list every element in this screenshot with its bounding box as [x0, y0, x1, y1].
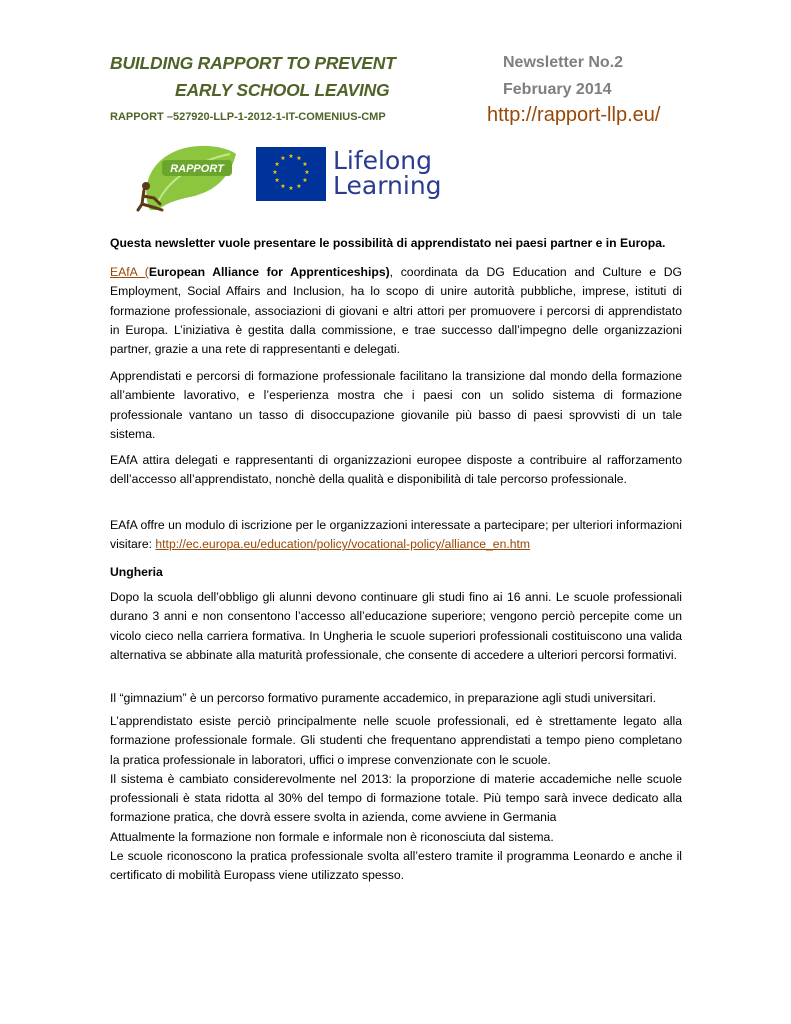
ungheria-paragraph-1: Dopo la scuola dell’obbligo gli alunni devono continuare gli studi fino ai 16 anni. Le scuole professionali durano 3 anni e non consentono l’accesso all’educazione superiore; vengono perciò percepite come un vicolo cieco nella carriera formativa. In Ungheria le scuole superiori professionali costituiscono una valida alternativa se abbinate alla maturità professionale, che consente di accedere a ulteriori percorsi formativi.: [110, 590, 682, 662]
leonardo-europass-text: Le scuole riconoscono la pratica professionale svolta all’estero tramite il programma Leonardo e anche il certificato di mobilità Europass viene utilizzato spesso.: [110, 849, 682, 883]
project-url-link[interactable]: http://rapport-llp.eu/: [487, 104, 661, 126]
eu-star: ★: [304, 169, 310, 176]
newsletter-number: Newsletter No.2: [503, 54, 624, 71]
newsletter-date: February 2014: [503, 81, 612, 98]
intro-paragraph: Questa newsletter vuole presentare le possibilità di apprendistato nei paesi partner e in Europa.: [110, 236, 666, 250]
newsletter-title-line2: EARLY SCHOOL LEAVING: [175, 80, 390, 100]
eu-star: ★: [302, 177, 308, 184]
eu-star: ★: [288, 185, 294, 192]
eu-star: ★: [274, 161, 280, 168]
eu-star: ★: [272, 169, 278, 176]
ungheria-apprenticeship-block: [110, 712, 682, 886]
eafa-registration-text: EAfA offre un modulo di iscrizione per le organizzazioni interessate a partecipare; per ulteriori informazioni visitare:: [110, 518, 682, 552]
eafa-full-name: European Alliance for Apprenticeships): [148, 265, 390, 279]
system-change-text: Il sistema è cambiato considerevolmente nel 2013: la proporzione di materie accademiche nelle scuole professionali è stata ridotta al 30% del tempo di formazione totale. Più tempo sarà invece dedicato alla formazione pratica, che dovrà essere svolta in azienda, come avviene in Germania: [110, 771, 682, 825]
rapport-logo-text: RAPPORT: [170, 163, 224, 175]
eu-star: ★: [302, 161, 308, 168]
eu-star: ★: [280, 182, 286, 190]
eu-star: ★: [280, 155, 286, 163]
newsletter-title-line1: BUILDING RAPPORT TO PREVENT: [110, 53, 396, 73]
project-code: RAPPORT –527920-LLP-1-2012-1-IT-COMENIUS-CMP: [110, 111, 386, 123]
lifelong-learning-logo: [333, 148, 442, 198]
eafa-delegates-paragraph: EAfA attira delegati e rappresentanti di organizzazioni europee disposte a contribuire al rafforzamento dell’accesso all’apprendistato, nonchè della qualità e disponibilità di tale percorso professionale.: [110, 453, 682, 487]
eafa-registration-paragraph: [110, 516, 682, 555]
europa-alliance-link[interactable]: http://ec.europa.eu/education/policy/vocational-policy/alliance_en.htm: [155, 537, 531, 552]
rapport-logo: [130, 142, 240, 214]
apprenticeship-paragraph: Apprendistati e percorsi di formazione professionale facilitano la transizione dal mondo della formazione all’ambiente lavorativo, e l’esperienza mostra che i paesi con un solido sistema di formazione professionale vantano un tasso di disoccupazione giovanile più basso di paesi sprovvisti di un tale sistema.: [110, 369, 682, 441]
lifelong-logo-line1: Lifelong: [333, 146, 433, 175]
eu-star: ★: [288, 153, 294, 160]
apprenticeship-vocational-text: L’apprendistato esiste perciò principalmente nelle scuole professionali, ed è strettamente legato alla formazione professionale formale. Gli studenti che frequentano apprendistati a tempo pieno completano la pratica professionale in laboratori, uffici o imprese convenzionate con le scuole.: [110, 714, 682, 767]
eu-star: ★: [296, 182, 302, 190]
eafa-paragraph: [110, 263, 682, 359]
eu-flag-icon: [256, 147, 326, 201]
lifelong-logo-line2: Learning: [333, 171, 442, 200]
non-formal-text: Attualmente la formazione non formale e informale non è riconosciuta dal sistema.: [110, 829, 554, 844]
gimnazium-paragraph: Il “gimnazium” è un percorso formativo puramente accademico, in preparazione agli studi universitari.: [110, 691, 656, 705]
ungheria-heading: Ungheria: [110, 565, 163, 579]
eafa-link[interactable]: EAfA (: [110, 265, 149, 279]
eafa-description: , coordinata da DG Education and Culture e DG Employment, Social Affairs and Inclusion, ha lo scopo di unire autorità pubbliche, imprese, istituti di formazione professionale, associazioni di giovani e altri attori per promuovere i percorsi di apprendistato in Europa. L’iniziativa è gestita dalla commissione, e trae successo dall’impegno delle organizzazioni partner, grazie a una rete di rappresentanti e delegati.: [110, 265, 682, 357]
eu-star: ★: [274, 177, 280, 184]
eu-star: ★: [296, 155, 302, 163]
